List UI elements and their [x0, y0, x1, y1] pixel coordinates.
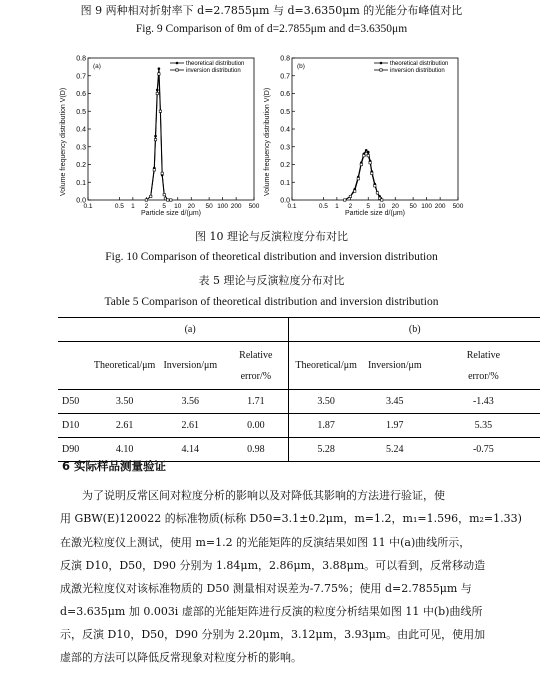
- y-tick-label: 0.2: [280, 162, 290, 169]
- x-tick-label: 2: [348, 203, 353, 210]
- legend-label: theoretical distribution: [186, 61, 245, 68]
- panel-label: (a): [93, 63, 101, 70]
- row-label: D50: [58, 390, 92, 414]
- table-row: [58, 390, 540, 414]
- legend-marker: [380, 62, 383, 65]
- data-point: [365, 149, 368, 152]
- data-point: [159, 110, 161, 112]
- data-point: [163, 193, 165, 195]
- data-point: [374, 185, 376, 187]
- cell-a-relative-error: 0.00: [223, 414, 289, 438]
- x-tick-label: 1: [131, 203, 135, 210]
- figure10-caption-cn: 图 10 理论与反演粒度分布对比: [195, 230, 348, 243]
- paragraph-line: 反演 D10，D50，D90 分别为 1.84μm，2.86μm，3.88μm。可以看到，反常移动造: [60, 559, 486, 572]
- data-point: [167, 199, 169, 201]
- legend-marker: [380, 69, 382, 71]
- paragraph-line: 为了说明反常区间对粒度分析的影响以及对降低其影响的方法进行验证，使: [82, 489, 445, 502]
- x-tick-label: 200: [230, 203, 242, 210]
- y-tick-label: 0.3: [76, 144, 86, 152]
- y-axis-title: Volume frequency distribution V(D): [264, 87, 271, 196]
- x-tick-label: 20: [391, 203, 399, 210]
- cell-b-relative-error: -0.75: [427, 438, 540, 462]
- cell-a-theoretical: 3.50: [92, 390, 157, 414]
- legend-marker: [176, 69, 178, 71]
- cell-a-inversion: 3.56: [157, 390, 223, 414]
- cell-b-theoretical: 5.28: [289, 438, 363, 462]
- chart-svg: [262, 44, 462, 226]
- cell-a-inversion: 2.61: [157, 414, 223, 438]
- x-tick-label: 0.1: [287, 203, 297, 210]
- header-a-theoretical: Theoretical/μm: [92, 342, 157, 390]
- x-tick-label: 2: [144, 203, 149, 210]
- data-point: [150, 195, 152, 197]
- y-tick-label: 0.8: [76, 55, 86, 63]
- plot-frame: [88, 58, 254, 200]
- y-tick-label: 0.8: [280, 55, 290, 63]
- data-point: [158, 67, 161, 70]
- figure9-caption-cn: 图 9 两种相对折射率下 d=2.7855μm 与 d=3.6350μm 的光能分布峰值对比: [80, 4, 463, 17]
- data-point: [371, 172, 373, 174]
- x-tick-label: 5: [162, 203, 167, 210]
- row-label: D10: [58, 414, 92, 438]
- header-a-relative-line2: error/%: [240, 370, 272, 382]
- y-tick-label: 0.5: [76, 108, 86, 116]
- cell-b-inversion: 3.45: [363, 390, 427, 414]
- data-point: [381, 199, 383, 201]
- paragraph-line: 成激光粒度仪对该标准物质的 D50 测量相对误差为-7.75%；使用 d=2.7855μm 与: [60, 582, 472, 595]
- table5-caption-en: Table 5 Comparison of theoretical distribution and inversion distribution: [104, 296, 439, 308]
- header-a-relative-line1: Relative: [239, 349, 273, 361]
- cell-b-inversion: 1.97: [363, 414, 427, 438]
- plot-frame: [292, 58, 458, 200]
- x-axis-title: Particle size d/(μm): [140, 210, 202, 217]
- panel-label: (b): [297, 63, 305, 70]
- legend-marker: [176, 62, 179, 65]
- x-tick-label: 500: [248, 203, 260, 210]
- row-label: D90: [58, 438, 92, 462]
- table-group-row: [58, 318, 540, 342]
- paragraph-line: 虚部的方法可以降低反常现象对粒度分析的影响。: [60, 651, 302, 664]
- group-a-label: (a): [92, 318, 289, 342]
- data-point: [156, 92, 158, 94]
- header-a-relative-error: [223, 342, 289, 390]
- paragraph-line: d=3.635μm 加 0.003i 虚部的光能矩阵进行反演的粒度分析结果如图 11 中(b)曲线所: [60, 605, 483, 618]
- paragraph-line: 在激光粒度仪上测试，使用 m=1.2 的光能矩阵的反演结果如图 11 中(a)曲线所示，: [60, 536, 471, 549]
- x-tick-label: 100: [217, 203, 229, 210]
- y-tick-label: 0.7: [280, 73, 290, 81]
- x-tick-label: 1: [335, 203, 339, 210]
- chart-panel-a: [58, 44, 258, 226]
- cell-b-theoretical: 3.50: [289, 390, 363, 414]
- x-tick-label: 10: [378, 203, 386, 210]
- legend-label: inversion distribution: [186, 68, 241, 75]
- x-tick-label: 200: [434, 203, 446, 210]
- y-tick-label: 0.4: [280, 126, 290, 134]
- cell-a-relative-error: 0.98: [223, 438, 289, 462]
- table-header-row: [58, 342, 540, 390]
- y-axis-title: Volume frequency distribution V(D): [60, 87, 67, 196]
- x-axis-title: Particle size d/(μm): [344, 210, 406, 217]
- cell-b-inversion: 5.24: [363, 438, 427, 462]
- x-tick-label: 500: [452, 203, 464, 210]
- header-b-inversion: Inversion/μm: [363, 342, 427, 390]
- cell-b-theoretical: 1.87: [289, 414, 363, 438]
- x-tick-label: 20: [187, 203, 195, 210]
- section-heading: 6 实际样品测量验证: [62, 459, 167, 473]
- header-b-relative-error: [427, 342, 540, 390]
- x-tick-label: 0.5: [318, 203, 328, 210]
- chart-panel-b: [262, 44, 462, 226]
- cell-a-relative-error: 1.71: [223, 390, 289, 414]
- data-point: [349, 195, 351, 197]
- y-tick-label: 0.4: [76, 126, 86, 134]
- y-tick-label: 0.2: [76, 162, 86, 169]
- x-tick-label: 100: [421, 203, 433, 210]
- figure9-caption-en: Fig. 9 Comparison of θm of d=2.7855μm and d=3.6350μm: [135, 23, 408, 35]
- x-tick-label: 5: [366, 203, 371, 210]
- data-point: [367, 154, 369, 156]
- cell-a-theoretical: 2.61: [92, 414, 157, 438]
- legend-label: inversion distribution: [390, 68, 445, 75]
- table-row: [58, 414, 540, 438]
- y-tick-label: 0.6: [280, 91, 290, 98]
- series-line: [146, 69, 170, 200]
- y-tick-label: 0.7: [76, 73, 86, 81]
- figure10-caption-en: Fig. 10 Comparison of theoretical distribution and inversion distribution: [105, 251, 438, 263]
- data-point: [154, 138, 156, 140]
- header-b-theoretical: Theoretical/μm: [289, 342, 363, 390]
- data-point: [357, 178, 359, 180]
- cell-b-relative-error: -1.43: [427, 390, 540, 414]
- header-a-inversion: Inversion/μm: [157, 342, 223, 390]
- y-tick-label: 0.1: [280, 179, 290, 187]
- data-point: [376, 192, 378, 194]
- x-tick-label: 10: [174, 203, 182, 210]
- y-tick-label: 0.0: [76, 197, 86, 205]
- comparison-table: [58, 317, 540, 462]
- cell-a-theoretical: 4.10: [92, 438, 157, 462]
- data-point: [161, 172, 163, 174]
- x-tick-label: 50: [409, 203, 417, 210]
- x-tick-label: 50: [205, 203, 213, 210]
- data-point: [145, 199, 147, 201]
- y-tick-label: 0.6: [76, 91, 86, 98]
- table5-caption-cn: 表 5 理论与反演粒度分布对比: [198, 274, 345, 287]
- data-point: [158, 73, 160, 75]
- legend-label: theoretical distribution: [390, 61, 449, 68]
- header-b-relative-line2: error/%: [468, 370, 499, 382]
- data-point: [369, 162, 371, 164]
- cell-a-inversion: 4.14: [157, 438, 223, 462]
- y-tick-label: 0.3: [280, 144, 290, 152]
- y-tick-label: 0.5: [280, 108, 290, 116]
- data-point: [360, 163, 362, 165]
- paragraph-line: 用 GBW(E)120022 的标准物质(标称 D50=3.1±0.2μm，m=1.2，m₁=1.596，m₂=1.33): [60, 512, 522, 525]
- cell-b-relative-error: 5.35: [427, 414, 540, 438]
- data-point: [153, 169, 155, 171]
- x-tick-label: 0.5: [114, 203, 124, 210]
- group-b-label: (b): [289, 318, 540, 342]
- y-tick-label: 0.0: [280, 197, 290, 205]
- y-tick-label: 0.1: [76, 179, 86, 187]
- x-tick-label: 0.1: [83, 203, 93, 210]
- paragraph-line: 示，反演 D10，D50，D90 分别为 2.20μm，3.12μm，3.93μm。由此可见，使用加: [60, 628, 486, 641]
- chart-svg: [58, 44, 258, 226]
- header-b-relative-line1: Relative: [466, 349, 501, 361]
- data-point: [170, 199, 172, 201]
- data-point: [344, 199, 346, 201]
- data-point: [354, 190, 356, 192]
